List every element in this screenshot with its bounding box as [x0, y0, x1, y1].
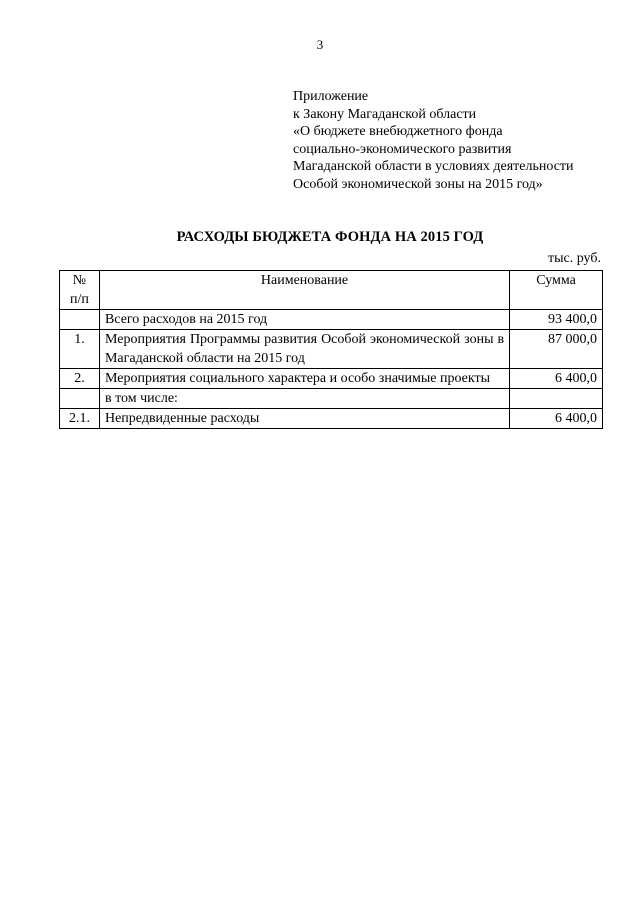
row-number — [60, 310, 100, 330]
header-number-abbr: п/п — [70, 292, 89, 307]
table-row — [60, 310, 603, 330]
budget-table — [59, 270, 603, 429]
page-number: 3 — [316, 37, 324, 52]
appendix-line: Приложение — [293, 89, 369, 104]
header-name: Наименование — [99, 271, 509, 310]
table-row — [60, 369, 603, 389]
header-sum: Сумма — [510, 271, 603, 310]
row-number: 1. — [60, 330, 100, 369]
table-row — [60, 409, 603, 429]
table-row — [60, 389, 603, 409]
row-name: Непредвиденные расходы — [99, 409, 509, 429]
appendix-line: «О бюджете внебюджетного фонда — [293, 124, 503, 140]
row-name: Мероприятия Программы развития Особой экономической зоны в Магаданской области на 2015 год — [99, 330, 509, 369]
row-sum: 93 400,0 — [510, 310, 603, 330]
table-row — [60, 330, 603, 369]
header-number — [60, 271, 100, 310]
units-label: тыс. руб. — [548, 251, 601, 266]
row-sum: 87 000,0 — [510, 330, 603, 369]
row-number: 2. — [60, 369, 100, 389]
row-name: в том числе: — [99, 389, 509, 409]
document-title: РАСХОДЫ БЮДЖЕТА ФОНДА НА 2015 ГОД — [176, 229, 484, 245]
row-number — [60, 389, 100, 409]
row-sum — [510, 389, 603, 409]
row-name: Мероприятия социального характера и особо значимые проекты — [99, 369, 509, 389]
appendix-line: к Закону Магаданской области — [293, 106, 477, 122]
header-number-symbol: № — [72, 273, 87, 288]
appendix-line: Магаданской области в условиях деятельности — [293, 159, 574, 175]
appendix-line: Особой экономической зоны на 2015 год» — [293, 176, 543, 192]
table-header-row — [60, 271, 603, 310]
row-sum: 6 400,0 — [510, 409, 603, 429]
row-name: Всего расходов на 2015 год — [99, 310, 509, 330]
row-sum: 6 400,0 — [510, 369, 603, 389]
row-number: 2.1. — [60, 409, 100, 429]
appendix-block — [293, 88, 574, 194]
appendix-line: социально-экономического развития — [293, 141, 512, 157]
